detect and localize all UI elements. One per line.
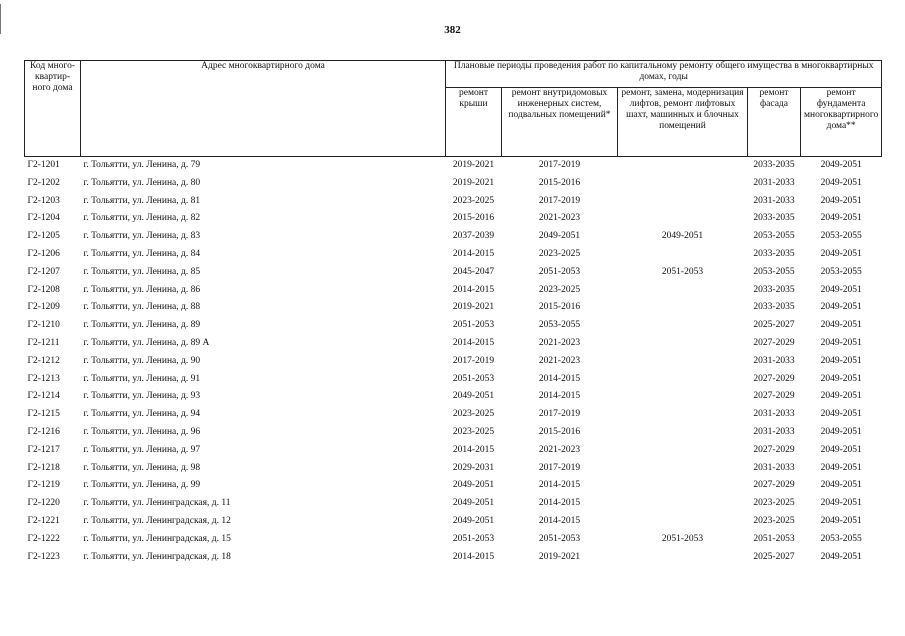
row-foundation-period: 2049-2051 (820, 551, 862, 562)
row-address: г. Тольятти, ул. Ленинградская, д. 18 (83, 551, 231, 562)
row-lifts-period (618, 317, 748, 335)
row-address: г. Тольятти, ул. Ленина, д. 79 (83, 160, 201, 170)
table-row (25, 317, 882, 335)
row-code: Г2-1212 (27, 355, 60, 366)
row-facade-period: 2033-2035 (753, 248, 795, 259)
row-lifts-period (618, 353, 748, 371)
page-number: 382 (444, 24, 461, 36)
row-lifts-period (618, 193, 748, 211)
row-address: г. Тольятти, ул. Ленина, д. 98 (83, 462, 201, 473)
row-foundation-period: 2049-2051 (820, 444, 862, 455)
row-facade-period: 2025-2027 (753, 551, 795, 562)
row-code: Г2-1220 (27, 498, 60, 509)
row-foundation-period: 2049-2051 (820, 426, 862, 437)
row-foundation-period: 2049-2051 (820, 373, 862, 384)
row-lifts-period: 2051-2053 (661, 266, 704, 277)
row-roof-period: 2049-2051 (452, 515, 495, 526)
row-code: Г2-1205 (27, 231, 60, 242)
row-foundation-period: 2049-2051 (820, 391, 862, 402)
row-facade-period: 2031-2033 (753, 462, 795, 473)
row-code: Г2-1221 (27, 515, 60, 526)
row-code: Г2-1201 (27, 160, 60, 170)
row-address: г. Тольятти, ул. Ленинградская, д. 12 (83, 515, 231, 526)
row-address: г. Тольятти, ул. Ленинградская, д. 11 (83, 498, 231, 509)
table-body (25, 157, 882, 567)
table-row (25, 335, 882, 353)
row-foundation-period: 2049-2051 (820, 213, 862, 224)
row-lifts-period (618, 282, 748, 300)
row-lifts-period: 2051-2053 (661, 533, 704, 544)
row-address: г. Тольятти, ул. Ленина, д. 96 (83, 426, 201, 437)
row-lifts-period (618, 513, 748, 531)
row-roof-period: 2023-2025 (452, 195, 495, 206)
row-systems-period: 2051-2053 (538, 266, 581, 277)
row-systems-period: 2023-2025 (538, 284, 581, 295)
header-address: Адрес многоквартирного дома (81, 61, 446, 157)
row-roof-period: 2014-2015 (452, 284, 495, 295)
row-systems-period: 2023-2025 (538, 248, 581, 259)
row-roof-period: 2023-2025 (452, 426, 495, 437)
row-facade-period: 2051-2053 (753, 533, 795, 544)
table-row (25, 495, 882, 513)
table-row (25, 477, 882, 495)
table-row (25, 371, 882, 389)
row-roof-period: 2045-2047 (452, 266, 495, 277)
row-foundation-period: 2049-2051 (820, 160, 862, 170)
row-roof-period: 2049-2051 (452, 498, 495, 509)
row-roof-period: 2049-2051 (452, 391, 495, 402)
table-row (25, 442, 882, 460)
row-roof-period: 2017-2019 (452, 355, 495, 366)
row-systems-period: 2015-2016 (538, 177, 581, 188)
row-roof-period: 2051-2053 (452, 320, 495, 331)
row-code: Г2-1207 (27, 266, 60, 277)
row-lifts-period (618, 424, 748, 442)
row-facade-period: 2053-2055 (753, 266, 795, 277)
row-code: Г2-1213 (27, 373, 60, 384)
row-facade-period: 2033-2035 (753, 160, 795, 170)
row-lifts-period (618, 442, 748, 460)
row-systems-period: 2049-2051 (538, 231, 581, 242)
row-roof-period: 2014-2015 (452, 444, 495, 455)
table-row (25, 228, 882, 246)
row-code: Г2-1222 (27, 533, 60, 544)
row-lifts-period (618, 460, 748, 478)
header-systems: ремонт внутридомовых инженерных систем, подвальных помещений* (502, 88, 618, 157)
row-code: Г2-1203 (27, 195, 60, 206)
row-foundation-period: 2053-2055 (820, 231, 862, 242)
row-facade-period: 2027-2029 (753, 444, 795, 455)
row-facade-period: 2027-2029 (753, 391, 795, 402)
row-systems-period: 2053-2055 (538, 320, 581, 331)
row-lifts-period (618, 388, 748, 406)
row-lifts-period (618, 299, 748, 317)
row-roof-period: 2019-2021 (452, 302, 495, 313)
row-code: Г2-1217 (27, 444, 60, 455)
row-systems-period: 2014-2015 (538, 480, 581, 491)
row-lifts-period (618, 371, 748, 389)
row-facade-period: 2023-2025 (753, 498, 795, 509)
row-foundation-period: 2049-2051 (820, 515, 862, 526)
row-code: Г2-1204 (27, 213, 60, 224)
row-code: Г2-1214 (27, 391, 60, 402)
row-foundation-period: 2049-2051 (820, 462, 862, 473)
header-facade: ремонт фасада (748, 88, 801, 157)
row-roof-period: 2029-2031 (452, 462, 495, 473)
row-foundation-period: 2049-2051 (820, 195, 862, 206)
row-facade-period: 2033-2035 (753, 284, 795, 295)
row-foundation-period: 2049-2051 (820, 337, 862, 348)
row-facade-period: 2027-2029 (753, 480, 795, 491)
row-foundation-period: 2049-2051 (820, 248, 862, 259)
row-address: г. Тольятти, ул. Ленина, д. 85 (83, 266, 201, 277)
row-code: Г2-1211 (27, 337, 60, 348)
header-code: Код много-квартир-ного дома (25, 61, 81, 157)
table-row (25, 460, 882, 478)
row-address: г. Тольятти, ул. Ленина, д. 88 (83, 302, 201, 313)
row-roof-period: 2051-2053 (452, 373, 495, 384)
row-lifts-period (618, 157, 748, 175)
row-roof-period: 2051-2053 (452, 533, 495, 544)
row-address: г. Тольятти, ул. Ленина, д. 94 (83, 409, 201, 420)
row-systems-period: 2014-2015 (538, 515, 581, 526)
row-facade-period: 2031-2033 (753, 409, 795, 420)
row-roof-period: 2014-2015 (452, 337, 495, 348)
row-facade-period: 2027-2029 (753, 337, 795, 348)
table-row (25, 282, 882, 300)
row-foundation-period: 2053-2055 (820, 266, 862, 277)
table-row (25, 513, 882, 531)
row-systems-period: 2015-2016 (538, 426, 581, 437)
table-row (25, 264, 882, 282)
row-facade-period: 2033-2035 (753, 213, 795, 224)
table-row (25, 424, 882, 442)
row-code: Г2-1208 (27, 284, 60, 295)
row-systems-period: 2014-2015 (538, 498, 581, 509)
row-roof-period: 2014-2015 (452, 248, 495, 259)
row-facade-period: 2031-2033 (753, 177, 795, 188)
table-row (25, 157, 882, 175)
row-facade-period: 2033-2035 (753, 302, 795, 313)
row-lifts-period (618, 175, 748, 193)
row-code: Г2-1223 (27, 551, 60, 562)
row-systems-period: 2021-2023 (538, 337, 581, 348)
row-foundation-period: 2053-2055 (820, 533, 862, 544)
row-lifts-period (618, 406, 748, 424)
row-foundation-period: 2049-2051 (820, 480, 862, 491)
row-systems-period: 2017-2019 (538, 195, 581, 206)
table-row (25, 210, 882, 228)
row-code: Г2-1202 (27, 177, 60, 188)
row-address: г. Тольятти, ул. Ленинградская, д. 15 (83, 533, 231, 544)
row-foundation-period: 2049-2051 (820, 302, 862, 313)
row-foundation-period: 2049-2051 (820, 177, 862, 188)
row-facade-period: 2023-2025 (753, 515, 795, 526)
row-foundation-period: 2049-2051 (820, 498, 862, 509)
row-systems-period: 2017-2019 (538, 160, 581, 170)
row-systems-period: 2021-2023 (538, 444, 581, 455)
table-row (25, 388, 882, 406)
row-systems-period: 2019-2021 (538, 551, 581, 562)
row-systems-period: 2017-2019 (538, 462, 581, 473)
row-code: Г2-1206 (27, 248, 60, 259)
row-foundation-period: 2049-2051 (820, 284, 862, 295)
row-roof-period: 2019-2021 (452, 177, 495, 188)
header-roof: ремонт крыши (446, 88, 502, 157)
repair-schedule-table (24, 60, 882, 566)
row-facade-period: 2053-2055 (753, 231, 795, 242)
row-foundation-period: 2049-2051 (820, 409, 862, 420)
row-foundation-period: 2049-2051 (820, 355, 862, 366)
row-systems-period: 2021-2023 (538, 355, 581, 366)
row-code: Г2-1209 (27, 302, 60, 313)
row-address: г. Тольятти, ул. Ленина, д. 89 А (83, 337, 210, 348)
table-row (25, 299, 882, 317)
row-lifts-period (618, 477, 748, 495)
row-roof-period: 2015-2016 (452, 213, 495, 224)
table-row (25, 549, 882, 567)
row-systems-period: 2051-2053 (538, 533, 581, 544)
row-lifts-period: 2049-2051 (661, 231, 704, 242)
row-code: Г2-1216 (27, 426, 60, 437)
row-facade-period: 2025-2027 (753, 320, 795, 331)
row-code: Г2-1218 (27, 462, 60, 473)
row-address: г. Тольятти, ул. Ленина, д. 90 (83, 355, 201, 366)
row-systems-period: 2017-2019 (538, 409, 581, 420)
row-code: Г2-1210 (27, 320, 60, 331)
header-foundation: ремонт фундамента многоквартирного дома** (801, 88, 882, 157)
row-address: г. Тольятти, ул. Ленина, д. 99 (83, 480, 201, 491)
row-lifts-period (618, 549, 748, 567)
row-systems-period: 2015-2016 (538, 302, 581, 313)
row-lifts-period (618, 495, 748, 513)
table-row (25, 406, 882, 424)
row-facade-period: 2027-2029 (753, 373, 795, 384)
row-roof-period: 2037-2039 (452, 231, 495, 242)
table-row (25, 246, 882, 264)
row-roof-period: 2049-2051 (452, 480, 495, 491)
row-systems-period: 2014-2015 (538, 373, 581, 384)
row-address: г. Тольятти, ул. Ленина, д. 82 (83, 213, 201, 224)
row-systems-period: 2014-2015 (538, 391, 581, 402)
row-lifts-period (618, 246, 748, 264)
row-address: г. Тольятти, ул. Ленина, д. 89 (83, 320, 201, 331)
table-row (25, 353, 882, 371)
row-roof-period: 2014-2015 (452, 551, 495, 562)
row-address: г. Тольятти, ул. Ленина, д. 80 (83, 177, 201, 188)
row-foundation-period: 2049-2051 (820, 320, 862, 331)
row-address: г. Тольятти, ул. Ленина, д. 97 (83, 444, 201, 455)
row-facade-period: 2031-2033 (753, 195, 795, 206)
row-address: г. Тольятти, ул. Ленина, д. 91 (83, 373, 201, 384)
row-code: Г2-1215 (27, 409, 60, 420)
row-systems-period: 2021-2023 (538, 213, 581, 224)
row-roof-period: 2023-2025 (452, 409, 495, 420)
header-lifts: ремонт, замена, модернизация лифтов, ремонт лифтовых шахт, машинных и блочных помещений (618, 88, 748, 157)
row-address: г. Тольятти, ул. Ленина, д. 81 (83, 195, 201, 206)
row-facade-period: 2031-2033 (753, 355, 795, 366)
row-lifts-period (618, 335, 748, 353)
table-row (25, 175, 882, 193)
header-periods-group: Плановые периоды проведения работ по капитальному ремонту общего имущества в многоквартирных домах, годы (446, 61, 882, 88)
row-facade-period: 2031-2033 (753, 426, 795, 437)
row-address: г. Тольятти, ул. Ленина, д. 84 (83, 248, 201, 259)
row-address: г. Тольятти, ул. Ленина, д. 86 (83, 284, 201, 295)
table-row (25, 193, 882, 211)
table-row (25, 531, 882, 549)
row-code: Г2-1219 (27, 480, 60, 491)
row-roof-period: 2019-2021 (452, 160, 495, 170)
row-address: г. Тольятти, ул. Ленина, д. 93 (83, 391, 201, 402)
row-address: г. Тольятти, ул. Ленина, д. 83 (83, 231, 201, 242)
row-lifts-period (618, 210, 748, 228)
